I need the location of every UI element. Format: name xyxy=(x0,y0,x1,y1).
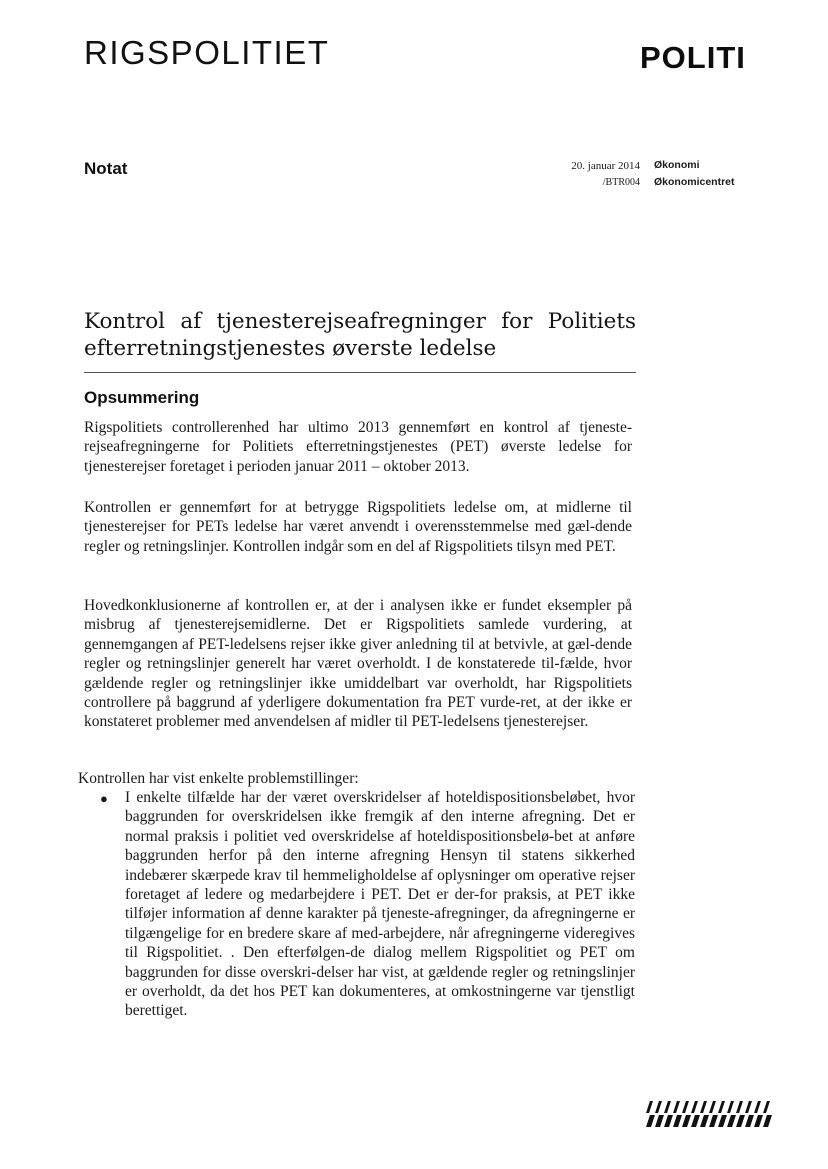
summary-paragraph: Rigspolitiets controllerenhed har ultimo 2013 gennemført en kontrol af tjeneste-rejseafregningerne for Politiets efterretningstjenestes (PET) øverste ledelse for tjenesterejser foretaget i perioden januar 2011 – oktober 2013. xyxy=(84,419,632,475)
document-type: Notat xyxy=(84,159,128,178)
scan-barcode-mark xyxy=(648,1114,774,1132)
title-divider xyxy=(84,372,636,373)
document-reference: /BTR004 xyxy=(602,177,640,188)
unit-name: Økonomicentret xyxy=(654,176,735,188)
list-intro: Kontrollen har vist enkelte problemstillinger: xyxy=(78,770,359,787)
politi-logo: POLITI xyxy=(640,40,746,75)
document-date: 20. januar 2014 xyxy=(571,160,640,172)
summary-paragraph: Kontrollen er gennemført for at betrygge Rigspolitiets ledelse om, at midlerne til tjenesterejser for PETs ledelse har været anvendt i overensstemmelse med gæl-dende regler og retningslinjer. Kontrollen indgår som en del af Rigspolitiets tilsyn med PET. xyxy=(84,499,632,555)
document-title: Kontrol af tjenesterejseafregninger for Politiets efterretningstjenestes øverste ledelse xyxy=(84,309,636,361)
list-item: I enkelte tilfælde har der været overskridelser af hoteldispositionsbeløbet, hvor baggrunden for overskridelsen ikke fremgik af den interne afregning. Det er normal praksis i politiet ved overskridelse af hoteldispositionsbelø-bet at anføre baggrunden herfor på den interne afregning Hensyn til statens sikkerhed indebærer skærpede krav til hemmeligholdelse af oplysninger om operative rejser foretaget af ledere og medarbejdere i PET. Det er der-for praksis, at PET ikke tilføjer information af denne karakter på tjeneste-afregninger, da afregningerne er tilgængelige for en bredere skare af med-arbejdere, når afregningerne videregives til Rigspolitiet. . Den efterfølgen-de dialog mellem Rigspolitiet og PET om baggrunden for disse overskri-delser har vist, at gældende regler og retningslinjer er overholdt, da det hos PET kan dokumenteres, at omkostningerne var tjenstligt berettiget. xyxy=(125,789,635,1020)
department-name: Økonomi xyxy=(654,159,700,171)
bullet-icon: ● xyxy=(100,791,108,806)
summary-paragraph: Hovedkonklusionerne af kontrollen er, at der i analysen ikke er fundet eksempler på misbrug af tjenesterejsemidlerne. Det er Rigspolitiets samlede vurdering, at gennemgangen af PET-ledelsens rejser ikke giver anledning til at betvivle, at gæl-dende regler og retningslinjer generelt har været overholdt. I de konstaterede til-fælde, hvor gældende regler og retningslinjer ikke umiddelbart var overholdt, har Rigspolitiets controllere på baggrund af yderligere dokumentation fra PET vurde-ret, at der ikke er konstateret problemer med anvendelsen af midler til PET-ledelsens tjenesterejser. xyxy=(84,597,632,731)
organization-name: RIGSPOLITIET xyxy=(84,34,330,71)
section-heading: Opsummering xyxy=(84,388,200,407)
